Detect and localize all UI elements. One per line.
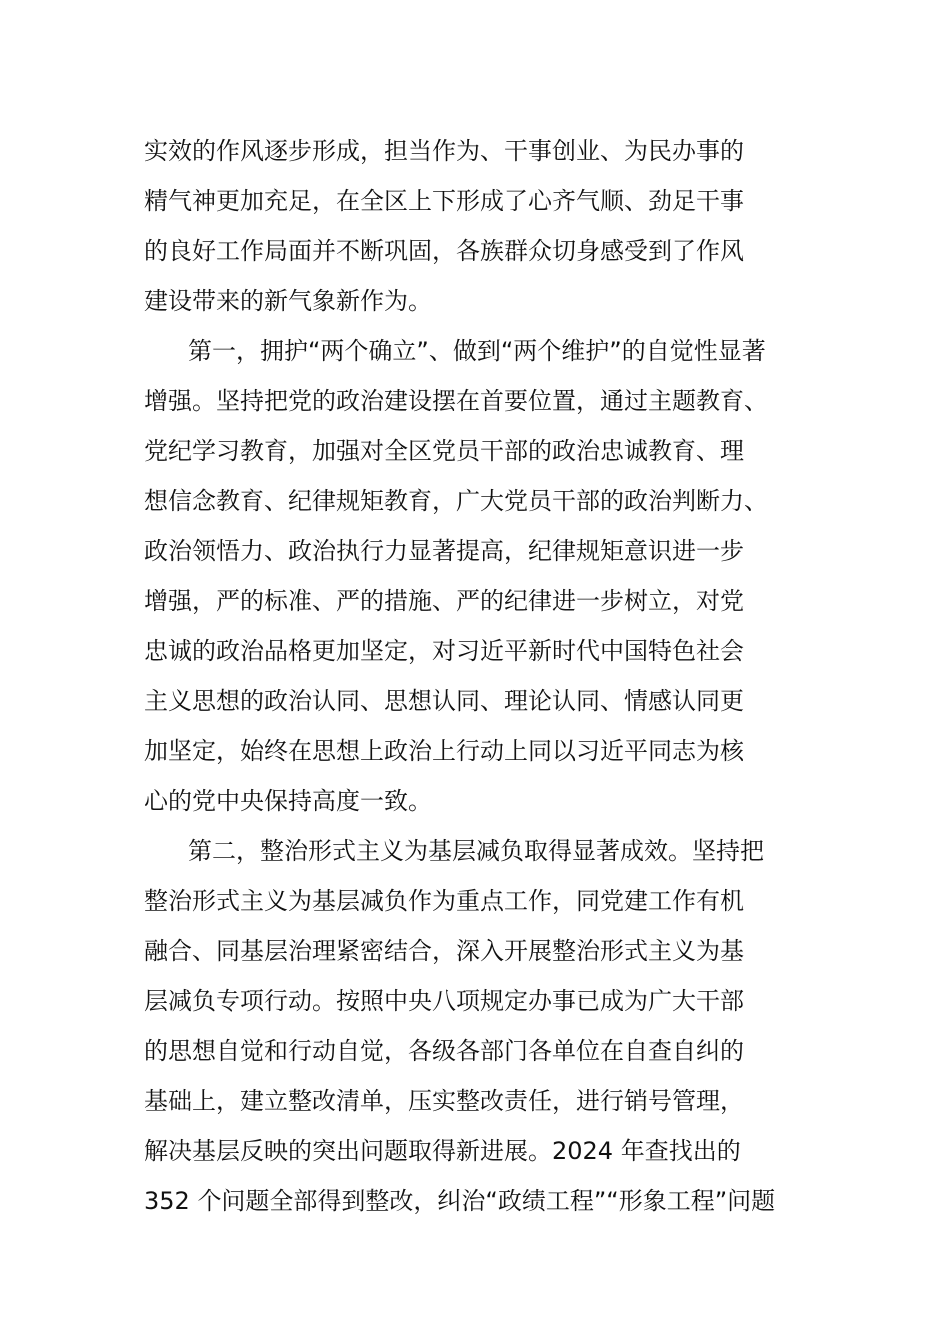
text-line: 增强，严的标准、严的措施、严的纪律进一步树立，对党 <box>144 587 744 615</box>
text-line: 增强。坚持把党的政治建设摆在首要位置，通过主题教育、 <box>144 387 768 415</box>
paragraph-first-line: 第一，拥护“两个确立”、做到“两个维护”的自觉性显著 <box>188 337 766 365</box>
text-line: 忠诚的政治品格更加坚定，对习近平新时代中国特色社会 <box>144 637 744 665</box>
text-line: 融合、同基层治理紧密结合，深入开展整治形式主义为基 <box>144 937 744 965</box>
text-line: 加坚定，始终在思想上政治上行动上同以习近平同志为核 <box>144 737 744 765</box>
text-line: 政治领悟力、政治执行力显著提高，纪律规矩意识进一步 <box>144 537 744 565</box>
text-line: 基础上，建立整改清单，压实整改责任，进行销号管理， <box>144 1087 744 1115</box>
text-line: 心的党中央保持高度一致。 <box>144 787 432 815</box>
text-line: 352 个问题全部得到整改，纠治“政绩工程”“形象工程”问题 <box>144 1187 776 1215</box>
text-line: 整治形式主义为基层减负作为重点工作，同党建工作有机 <box>144 887 744 915</box>
text-line: 的思想自觉和行动自觉，各级各部门各单位在自查自纠的 <box>144 1037 744 1065</box>
text-line: 解决基层反映的突出问题取得新进展。2024 年查找出的 <box>144 1137 741 1165</box>
text-line: 实效的作风逐步形成，担当作为、干事创业、为民办事的 <box>144 137 744 165</box>
paragraph-first-line: 第二，整治形式主义为基层减负取得显著成效。坚持把 <box>188 837 764 865</box>
text-line: 主义思想的政治认同、思想认同、理论认同、情感认同更 <box>144 687 744 715</box>
text-line: 的良好工作局面并不断巩固，各族群众切身感受到了作风 <box>144 237 744 265</box>
document-body <box>144 126 804 1226</box>
text-line: 党纪学习教育，加强对全区党员干部的政治忠诚教育、理 <box>144 437 744 465</box>
text-line: 想信念教育、纪律规矩教育，广大党员干部的政治判断力、 <box>144 487 768 515</box>
text-line: 层减负专项行动。按照中央八项规定办事已成为广大干部 <box>144 987 744 1015</box>
text-line: 建设带来的新气象新作为。 <box>144 287 432 315</box>
text-line: 精气神更加充足，在全区上下形成了心齐气顺、劲足干事 <box>144 187 744 215</box>
